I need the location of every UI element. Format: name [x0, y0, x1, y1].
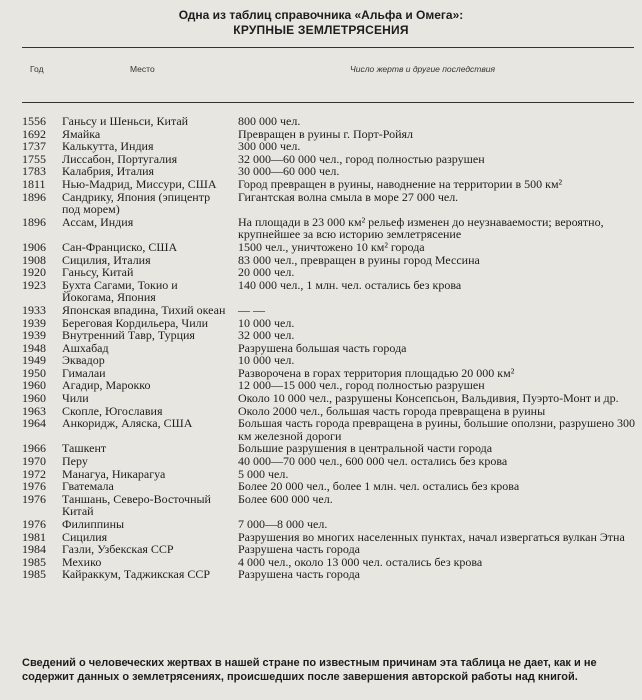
table-title: КРУПНЫЕ ЗЕМЛЕТРЯСЕНИЯ	[233, 23, 409, 37]
cell-effects: Разворочена в горах территория площадью 20 000 км²	[238, 365, 515, 380]
cell-effects: Около 10 000 чел., разрушены Консепсьон, Вальдивия, Пуэрто-Монт и др.	[238, 391, 619, 406]
cell-place: Таншань, Северо-Восточный Китай	[62, 491, 211, 519]
table-row	[0, 115, 642, 128]
table-row	[0, 417, 642, 442]
cell-place: Анкоридж, Аляска, США	[62, 416, 193, 431]
cell-year: 1920	[22, 265, 46, 280]
table-row	[0, 455, 642, 468]
table-row	[0, 178, 642, 191]
cell-effects: Превращен в руины г. Порт-Ройял	[238, 126, 414, 141]
cell-place: Манагуа, Никарагуа	[62, 466, 166, 481]
cell-place: Ямайка	[62, 126, 101, 141]
cell-effects: 7 000—8 000 чел.	[238, 517, 328, 531]
table-header	[0, 0, 642, 38]
cell-place: Калабрия, Италия	[62, 164, 155, 179]
table-caption: Одна из таблиц справочника «Альфа и Омега»:	[178, 8, 464, 22]
cell-year: 1972	[22, 466, 46, 481]
cell-year: 1976	[22, 517, 46, 531]
cell-effects: 140 000 чел., 1 млн. чел. остались без крова	[238, 277, 462, 292]
cell-place: Гватемала	[62, 479, 114, 494]
cell-year: 1811	[22, 176, 46, 191]
table-row	[0, 329, 642, 342]
table-row	[0, 354, 642, 367]
cell-effects: Более 20 000 чел., более 1 млн. чел. остались без крова	[238, 479, 520, 494]
cell-effects: 10 000 чел.	[238, 353, 295, 368]
cell-place: Ассам, Индия	[62, 214, 134, 229]
cell-place: Калькутта, Индия	[62, 139, 154, 154]
cell-place: Скопле, Югославия	[62, 403, 163, 418]
cell-effects: 32 000 чел.	[238, 328, 295, 343]
cell-year: 1783	[22, 164, 46, 179]
cell-effects: Разрушена часть города	[238, 567, 361, 582]
cell-place: Кайраккум, Таджикская ССР	[62, 567, 211, 582]
cell-place: Бухта Сагами, Токио и Йокогама, Япония	[62, 277, 178, 305]
cell-effects: 12 000—15 000 чел., город полностью разрушен	[238, 378, 485, 393]
cell-year: 1960	[22, 391, 46, 406]
cell-place: Чили	[62, 391, 89, 406]
cell-effects: Разрушена большая часть города	[238, 340, 407, 355]
cell-place: Внутренний Тавр, Турция	[62, 328, 195, 343]
footnote: Сведений о человеческих жертвах в нашей стране по известным причинам эта таблица не дает, как и не содержит данных о землетрясениях, происшедших после завершения авторской работы над книгой.	[22, 657, 597, 683]
cell-year: 1939	[22, 328, 46, 343]
cell-year: 1976	[22, 479, 46, 494]
cell-effects: 800 000 чел.	[238, 114, 301, 128]
cell-year: 1981	[22, 529, 46, 544]
cell-year: 1966	[22, 441, 46, 456]
cell-place: Агадир, Марокко	[62, 378, 151, 393]
cell-place: Сицилия	[62, 529, 108, 544]
cell-year: 1755	[22, 151, 46, 166]
cell-effects: 4 000 чел., около 13 000 чел. остались без крова	[238, 554, 483, 569]
table-row	[0, 279, 642, 304]
cell-effects: Более 600 000 чел.	[238, 491, 333, 506]
cell-effects: Гигантская волна смыла в море 27 000 чел.	[238, 189, 459, 204]
cell-place: Лиссабон, Португалия	[62, 151, 178, 166]
column-header-place: Место	[130, 64, 155, 74]
cell-year: 1970	[22, 454, 46, 469]
cell-year: 1896	[22, 214, 46, 229]
cell-effects: Разрушения во многих населенных пунктах, начал извергаться вулкан Этна	[238, 529, 625, 544]
table-row	[0, 304, 642, 317]
cell-effects: 30 000—60 000 чел.	[238, 164, 340, 179]
header-rule	[22, 102, 634, 103]
cell-year: 1976	[22, 491, 46, 506]
cell-year: 1949	[22, 353, 46, 368]
cell-year: 1556	[22, 114, 46, 128]
table-row	[0, 543, 642, 556]
table-row	[0, 493, 642, 518]
cell-place: Ганьсу, Китай	[62, 265, 134, 280]
cell-place: Береговая Кордильера, Чили	[62, 315, 209, 330]
table-row	[0, 241, 642, 254]
cell-year: 1923	[22, 277, 46, 292]
cell-effects: Большие разрушения в центральной части города	[238, 441, 493, 456]
cell-effects: 40 000—70 000 чел., 600 000 чел. остались без крова	[238, 454, 508, 469]
cell-year: 1964	[22, 416, 46, 431]
table-row	[0, 216, 642, 241]
cell-effects: На площади в 23 000 км² рельеф изменен до неузнаваемости; вероятно, крупнейшее за всю историю землетрясение	[238, 214, 604, 242]
cell-year: 1692	[22, 126, 46, 141]
column-header-year: Год	[30, 64, 44, 74]
cell-year: 1984	[22, 542, 46, 557]
cell-effects: 1500 чел., уничтожено 10 км² города	[238, 239, 425, 254]
cell-effects: Город превращен в руины, наводнение на территории в 500 км²	[238, 176, 563, 191]
cell-place: Нью-Мадрид, Миссури, США	[62, 176, 217, 191]
cell-place: Газли, Узбекская ССР	[62, 542, 174, 557]
cell-effects: 32 000—60 000 чел., город полностью разрушен	[238, 151, 485, 166]
cell-year: 1985	[22, 554, 46, 569]
cell-year: 1963	[22, 403, 46, 418]
cell-effects: 10 000 чел.	[238, 315, 295, 330]
cell-effects: 300 000 чел.	[238, 139, 301, 154]
cell-effects: 83 000 чел., превращен в руины город Мессина	[238, 252, 480, 267]
cell-year: 1939	[22, 315, 46, 330]
cell-effects: — —	[238, 302, 265, 317]
cell-year: 1985	[22, 567, 46, 582]
cell-effects: 20 000 чел.	[238, 265, 295, 280]
table-row	[0, 568, 642, 581]
cell-year: 1950	[22, 365, 46, 380]
cell-place: Мехико	[62, 554, 102, 569]
table-row	[0, 392, 642, 405]
cell-place: Эквадор	[62, 353, 105, 368]
cell-year: 1906	[22, 239, 46, 254]
table-row	[0, 191, 642, 216]
cell-year: 1960	[22, 378, 46, 393]
cell-place: Сандрику, Япония (эпицентр под морем)	[62, 189, 211, 217]
cell-place: Сан-Франциско, США	[62, 239, 178, 254]
table-row	[0, 266, 642, 279]
cell-year: 1737	[22, 139, 46, 154]
cell-place: Гималаи	[62, 365, 106, 380]
table-row	[0, 140, 642, 153]
cell-place: Ашхабад	[62, 340, 109, 355]
cell-place: Филиппины	[62, 517, 125, 531]
cell-effects: Разрушена часть города	[238, 542, 361, 557]
cell-effects: 5 000 чел.	[238, 466, 289, 481]
cell-year: 1948	[22, 340, 46, 355]
earthquake-table-body	[0, 115, 642, 581]
cell-place: Сицилия, Италия	[62, 252, 151, 267]
column-header-effects: Число жертв и другие последствия	[350, 64, 496, 74]
cell-year: 1933	[22, 302, 46, 317]
top-rule	[22, 47, 634, 48]
cell-year: 1908	[22, 252, 46, 267]
cell-place: Японская впадина, Тихий океан	[62, 302, 226, 317]
cell-effects: Около 2000 чел., большая часть города превращена в руины	[238, 403, 546, 418]
cell-effects: Большая часть города превращена в руины, большие оползни, разрушено 300 км железной дороги	[238, 416, 635, 443]
cell-year: 1896	[22, 189, 46, 204]
cell-place: Ташкент	[62, 441, 107, 456]
table-row	[0, 480, 642, 493]
table-row	[0, 518, 642, 531]
cell-place: Перу	[62, 454, 88, 469]
cell-place: Ганьсу и Шеньси, Китай	[62, 114, 189, 128]
